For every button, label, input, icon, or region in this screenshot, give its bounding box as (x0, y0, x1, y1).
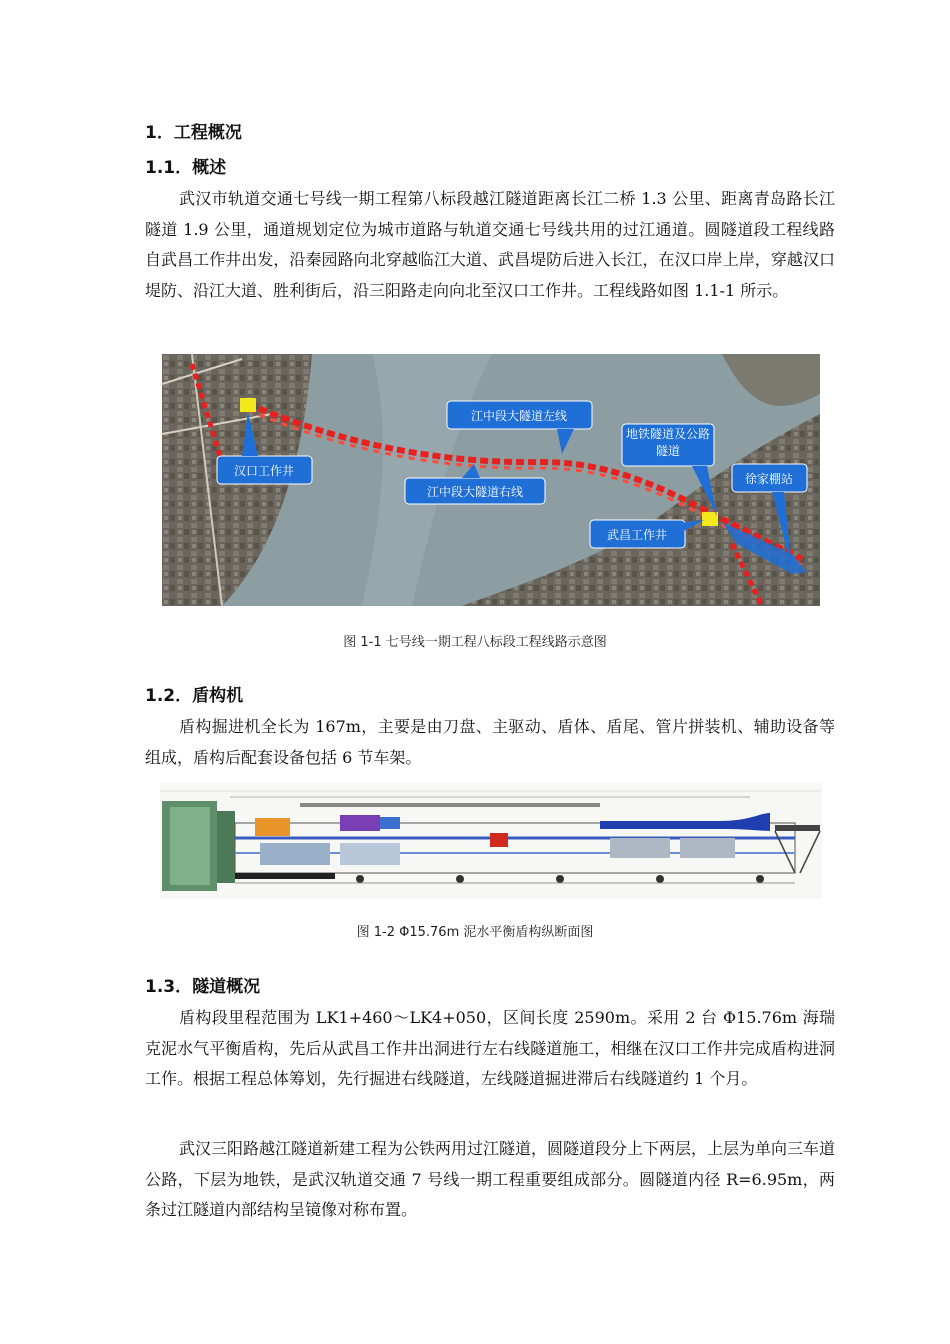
figure1-caption: 图 1-1 七号线一期工程八标段工程线路示意图 (343, 635, 607, 650)
tunnel-paragraph-2: 武汉三阳路越江隧道新建工程为公铁两用过江隧道，圆隧道段分上下两层，上层为单向三车道公路，下层为地铁，是武汉轨道交通 7 号线一期工程重要组成部分。圆隧道内径 R=6.95m，两条过江隧道内部结构呈镜像对称布置。 (145, 1139, 836, 1219)
label-xujia-station: 徐家棚站 (744, 472, 794, 486)
label-wuchang-well: 武昌工作井 (606, 528, 668, 542)
section-title-1-2: 1.2．盾构机 (145, 686, 244, 706)
label-metro-road: 地铁隧道及公路隧道 (625, 427, 710, 458)
label-right-line: 江中段大隧道右线 (426, 485, 524, 499)
tunnel-paragraph-1: 盾构段里程范围为 LK1+460～LK4+050，区间长度 2590m。采用 2 台 Φ15.76m 海瑞克泥水气平衡盾构，先后从武昌工作井出洞进行左右线隧道施工，相继在汉口工作井完成盾构进洞工作。根据工程总体筹划，先行掘进右线隧道，左线隧道掘进滞后右线隧道约 1 个月。 (145, 1008, 835, 1088)
tbm-section-figure (160, 783, 822, 899)
label-hankou-well: 汉口工作井 (233, 464, 295, 478)
figure2-caption: 图 1-2 Φ15.76m 泥水平衡盾构纵断面图 (356, 925, 594, 940)
overview-paragraph: 武汉市轨道交通七号线一期工程第八标段越江隧道距离长江二桥 1.3 公里、距离青岛路长江隧道 1.9 公里，通道规划定位为城市道路与轨道交通七号线共用的过江通道。圆隧道段工程线路自武昌工作井出发，沿秦园路向北穿越临江大道、武昌堤防后进入长江，在汉口岸上岸，穿越汉口堤防、沿江大道、胜利街后，沿三阳路走向向北至汉口工作井。工程线路如图 1.1-1 所示。 (145, 189, 835, 300)
route-map-figure (162, 354, 820, 606)
section-title-1-3: 1.3．隧道概况 (145, 977, 261, 997)
label-left-line: 江中段大隧道左线 (470, 409, 568, 423)
section-title-1: 1．工程概况 (145, 123, 242, 143)
section-title-1-1: 1.1．概述 (145, 158, 227, 178)
tbm-paragraph: 盾构掘进机全长为 167m，主要是由刀盘、主驱动、盾体、盾尾、管片拼装机、辅助设备等组成，盾构后配套设备包括 6 节车架。 (145, 717, 835, 767)
